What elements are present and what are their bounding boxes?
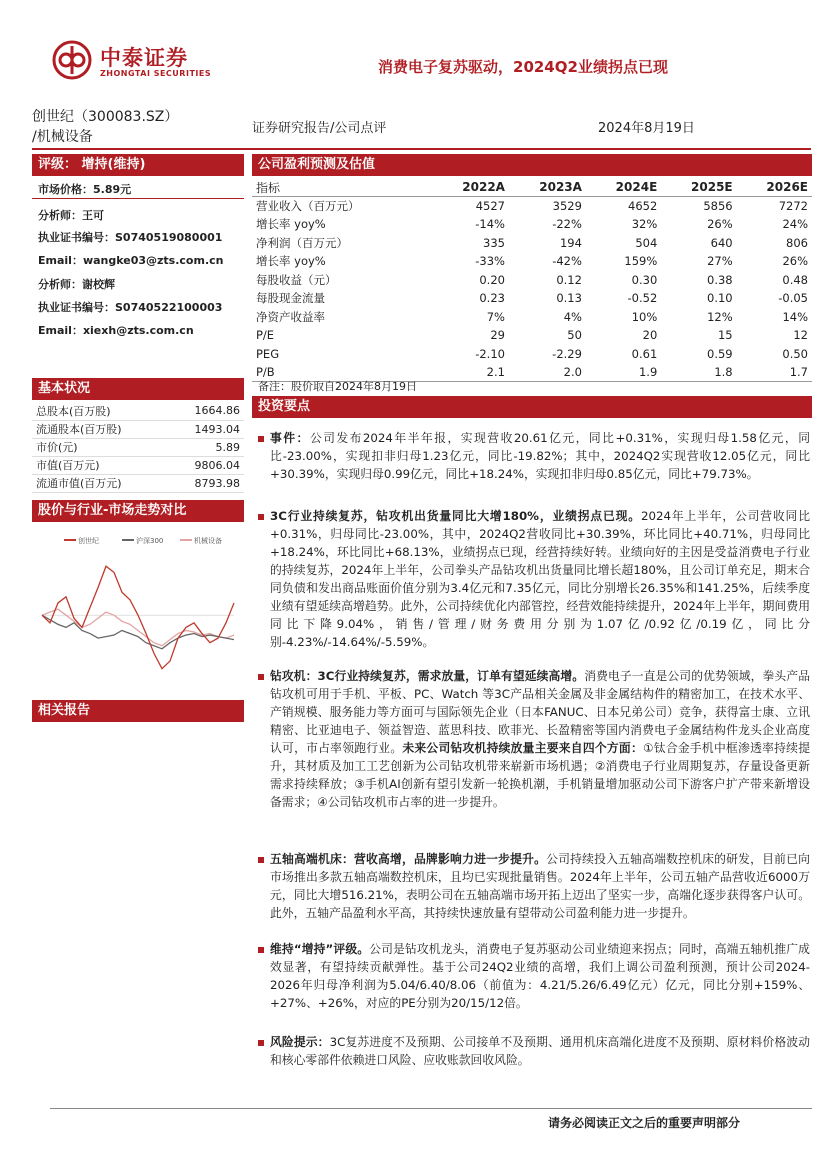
bullet-icon: [258, 857, 264, 863]
forecast-row: [252, 215, 812, 234]
forecast-value: 50: [567, 328, 582, 343]
forecast-metric: P/E: [256, 328, 275, 343]
forecast-value: 7%: [486, 309, 505, 324]
brand-name: 中泰证券: [100, 46, 188, 70]
forecast-value: 10%: [631, 309, 658, 324]
forecast-value: 335: [483, 235, 505, 250]
forecast-row: [252, 289, 812, 308]
forecast-row: [252, 252, 812, 271]
point-drilling-machine: 钻攻机：3C行业持续复苏，需求放量，订单有望延续高增。消费电子一直是公司的优势领域，拳头产品钻攻机可用于手机、平板、PC、Watch 等3C产品相关金属及非金属结构件的精密加工，在技术水平、产销规模、服务能力等方面可与国际领先企业（日本FANUC、日本兄弟公司）竞争，获得富士康、立讯精密、比亚迪电子、领益智造、蓝思科技、欧菲光、长盈精密等国内消费电子金属结构件龙头企业高度认可，市占率领跑行业。未来公司钻攻机持续放量主要来自四个方面：①钛合金手机中框渗透率持续提升，其材质及加工工艺创新为公司钻攻机带来崭新市场机遇；②消费电子行业周期复苏，存量设备更新需求持续释放；③手机AI创新有望引发新一轮换机潮，手机销量增加驱动公司下游客户扩产带来新增设备需求；④公司钻攻机市占率的进一步提升。: [270, 669, 810, 809]
forecast-value: 0.30: [631, 272, 658, 287]
forecast-row: [252, 197, 812, 216]
point-rating: 维持“增持”评级。公司是钻攻机龙头，消费电子复苏驱动公司业绩迎来拐点；同时，高端五轴机推广成效显著，有望持续贡献弹性。基于公司24Q2业绩的高增，我们上调公司盈利预测，预计公司2024-2026年归母净利润为5.04/6.40/8.06（前值为：4.21/5.26/6.49亿元）亿元，同比分别+159%、+27%、+26%，对应的PE分别为20/15/12倍。: [270, 942, 810, 1010]
analyst-2-name: 分析师：谢校辉: [38, 278, 115, 291]
footer-disclaimer: 请务必阅读正文之后的重要声明部分: [548, 1116, 741, 1130]
company-name: 创世纪（300083.SZ）: [32, 109, 179, 125]
forecast-value: 12: [793, 328, 808, 343]
forecast-metric: 增长率 yoy%: [256, 217, 326, 232]
related-reports-title: 相关报告: [32, 700, 244, 722]
basic-info-label: 流通股本(百万股): [32, 420, 167, 438]
forecast-value: 14%: [782, 309, 808, 324]
forecast-value: -0.05: [778, 291, 808, 306]
forecast-value: 15: [717, 328, 733, 343]
basic-info-label: 流通市值(百万元): [32, 474, 167, 492]
forecast-value: 5856: [703, 199, 733, 213]
forecast-value: 7272: [778, 199, 808, 213]
forecast-value: 504: [635, 235, 658, 250]
forecast-value: 4527: [475, 199, 505, 213]
forecast-value: 194: [559, 235, 582, 250]
basic-info-label: 市值(百万元): [32, 456, 167, 474]
forecast-value: -42%: [552, 254, 582, 269]
trend-title: 股价与行业-市场走势对比: [32, 500, 244, 522]
forecast-value: 0.20: [479, 272, 505, 287]
header-divider: [32, 148, 811, 150]
forecast-value: 3529: [552, 199, 582, 213]
bullet-icon: [258, 514, 264, 520]
forecast-value: 4652: [628, 199, 658, 213]
price-divider: [32, 198, 244, 199]
market-price: 市场价格：5.89元: [38, 183, 132, 196]
basic-info-row: [32, 474, 244, 492]
forecast-header-cell: 2024E: [586, 178, 661, 197]
forecast-value: 0.13: [556, 291, 582, 306]
forecast-value: 806: [786, 235, 808, 250]
forecast-value: 20: [642, 328, 658, 343]
analyst-1-email[interactable]: Email：wangke03@zts.com.cn: [38, 254, 224, 267]
forecast-value: -2.10: [475, 346, 505, 361]
forecast-row: [252, 234, 812, 253]
series-line: [42, 615, 234, 649]
report-type: 证券研究报告/公司点评: [252, 121, 387, 136]
forecast-metric: 每股收益（元）: [256, 272, 337, 287]
basic-info-row: [32, 420, 244, 438]
forecast-value: 0.61: [631, 346, 658, 361]
forecast-value: 0.38: [707, 272, 733, 287]
bullet-icon: [258, 947, 264, 953]
footer-divider: [50, 1108, 812, 1109]
forecast-value: 0.12: [556, 272, 582, 287]
forecast-metric: P/B: [252, 363, 432, 382]
forecast-header-cell: 2022A: [432, 178, 509, 197]
forecast-note: 备注：股价取自2024年8月19日: [258, 380, 417, 393]
series-line: [42, 566, 234, 668]
point-five-axis: 五轴高端机床：营收高增，品牌影响力进一步提升。公司持续投入五轴高端数控机床的研发，目前已向市场推出多款五轴高端数控机床，且均已实现批量销售。2024年上半年，公司五轴产品营收近6000万元，同比大增516.21%，表明公司在五轴高端市场开拓上迈出了坚实一步，高端化逐步获得客户认可。此外，五轴产品盈利水平高，其持续快速放量有望带动公司盈利能力进一步提升。: [270, 852, 810, 920]
forecast-value: 26%: [782, 254, 808, 269]
basic-info-label: 市价(元): [32, 438, 167, 456]
forecast-value: -2.29: [552, 346, 582, 361]
basic-info-row: [32, 438, 244, 456]
forecast-value: 26%: [707, 217, 733, 232]
basic-info-value: 9806.04: [167, 456, 244, 474]
forecast-value: 1.7: [737, 363, 812, 382]
forecast-value: 29: [490, 328, 505, 343]
forecast-value: 0.23: [479, 291, 505, 306]
forecast-row: [252, 345, 812, 364]
forecast-row: [252, 308, 812, 327]
brand-name-en: ZHONGTAI SECURITIES: [100, 69, 212, 78]
forecast-row: [252, 271, 812, 290]
forecast-title: 公司盈利预测及估值: [252, 154, 812, 176]
rating-bar: 评级： 增持(维持): [32, 154, 244, 176]
logo-mark-icon: [52, 40, 92, 80]
forecast-value: 1.9: [586, 363, 661, 382]
forecast-value: 1.8: [661, 363, 736, 382]
forecast-table: [252, 178, 812, 382]
basic-info-row: [32, 402, 244, 420]
basic-info-label: 总股本(百万股): [32, 402, 167, 420]
basic-info-value: 8793.98: [167, 474, 244, 492]
trend-chart: [34, 530, 244, 690]
forecast-value: -33%: [475, 254, 505, 269]
forecast-value: 32%: [631, 217, 658, 232]
forecast-value: 27%: [707, 254, 733, 269]
analyst-2-email[interactable]: Email：xiexh@zts.com.cn: [38, 324, 194, 337]
point-risk: 风险提示：3C复苏进度不及预期、公司接单不及预期、通用机床高端化进度不及预期、原材料价格波动和核心零部件依赖进口风险、应收账款回收风险。: [270, 1035, 810, 1067]
basic-info-value: 1493.04: [167, 420, 244, 438]
forecast-value: 2.1: [432, 363, 509, 382]
analyst-2-cert: 执业证书编号：S0740522100003: [38, 301, 223, 314]
industry-label: /机械设备: [32, 129, 93, 145]
forecast-header-cell: 2026E: [737, 178, 812, 197]
forecast-header-cell: 2023A: [509, 178, 586, 197]
forecast-header-cell: 2025E: [661, 178, 736, 197]
forecast-header-cell: 指标: [252, 178, 432, 197]
forecast-value: -14%: [475, 217, 505, 232]
legend-label: 创世纪: [78, 537, 99, 545]
basic-info-value: 5.89: [167, 438, 244, 456]
analyst-1-cert: 执业证书编号：S0740519080001: [38, 231, 223, 244]
forecast-value: -22%: [552, 217, 582, 232]
legend-label: 沪深300: [136, 537, 164, 545]
bullet-icon: [258, 1040, 264, 1046]
forecast-value: 159%: [624, 254, 658, 269]
basic-info-value: 1664.86: [167, 402, 244, 420]
bullet-icon: [258, 436, 264, 442]
forecast-header-row: [252, 178, 812, 197]
forecast-metric: 每股现金流量: [256, 291, 325, 306]
investment-points-title: 投资要点: [252, 396, 812, 418]
forecast-value: -0.52: [627, 291, 658, 306]
forecast-row: [252, 326, 812, 345]
forecast-value: 0.10: [707, 291, 733, 306]
point-3c-recovery: 3C行业持续复苏，钻攻机出货量同比大增180%，业绩拐点已现。2024年上半年，公司营收同比+0.31%，归母同比-23.00%，其中，2024Q2营收同比+30.39%，环比同比+40.71%，归母同比+18.24%，环比同比+68.13%，业绩拐点已现，经营持续好转。业绩向好的主因是受益消费电子行业的持续复苏，2024年上半年，公司拳头产品钻攻机出货量同比增长超180%，且公司订单充足，期末合同负债和发出商品账面价值分别为3.4亿元和7.35亿元，同比分别增长26.35%和141.25%，后续季度业绩有望延续高增趋势。此外，公司持续优化内部管控，经营效能持续提升，2024年上半年，期间费用同比下降9.04%，销售/管理/财务费用分别为1.07亿/0.92亿/0.19亿，同比分别-4.23%/-14.64%/-5.59%。: [270, 509, 810, 649]
forecast-value: 0.50: [782, 346, 808, 361]
forecast-metric: 净利润（百万元）: [256, 235, 348, 250]
legend-label: 机械设备: [194, 537, 222, 545]
forecast-metric: 净资产收益率: [256, 309, 325, 324]
forecast-value: 0.59: [707, 346, 733, 361]
analyst-1-name: 分析师：王可: [38, 209, 104, 222]
forecast-metric: 增长率 yoy%: [256, 254, 326, 269]
report-headline: 消费电子复苏驱动，2024Q2业绩拐点已现: [378, 58, 668, 76]
report-date: 2024年8月19日: [598, 121, 695, 136]
forecast-value: 0.48: [782, 272, 808, 287]
forecast-value: 2.0: [509, 363, 586, 382]
forecast-metric: PEG: [256, 346, 280, 361]
forecast-value: 640: [710, 235, 733, 250]
basic-info-title: 基本状况: [32, 378, 244, 400]
bullet-icon: [258, 674, 264, 680]
basic-info-table: [32, 402, 244, 493]
forecast-value: 12%: [707, 309, 733, 324]
forecast-value: 4%: [563, 309, 582, 324]
forecast-metric: 营业收入（百万元）: [256, 199, 360, 213]
point-event: 事件：公司发布2024年半年报，实现营收20.61亿元，同比+0.31%，实现归母1.58亿元，同比-23.00%，实现扣非归母1.23亿元，同比-19.82%；其中，2024Q2实现营收12.05亿元，同比+30.39%，实现归母0.99亿元，同比+18.24%，实现扣非归母0.85亿元，同比+79.73%。: [270, 431, 810, 481]
forecast-value: 24%: [782, 217, 808, 232]
basic-info-row: [32, 456, 244, 474]
